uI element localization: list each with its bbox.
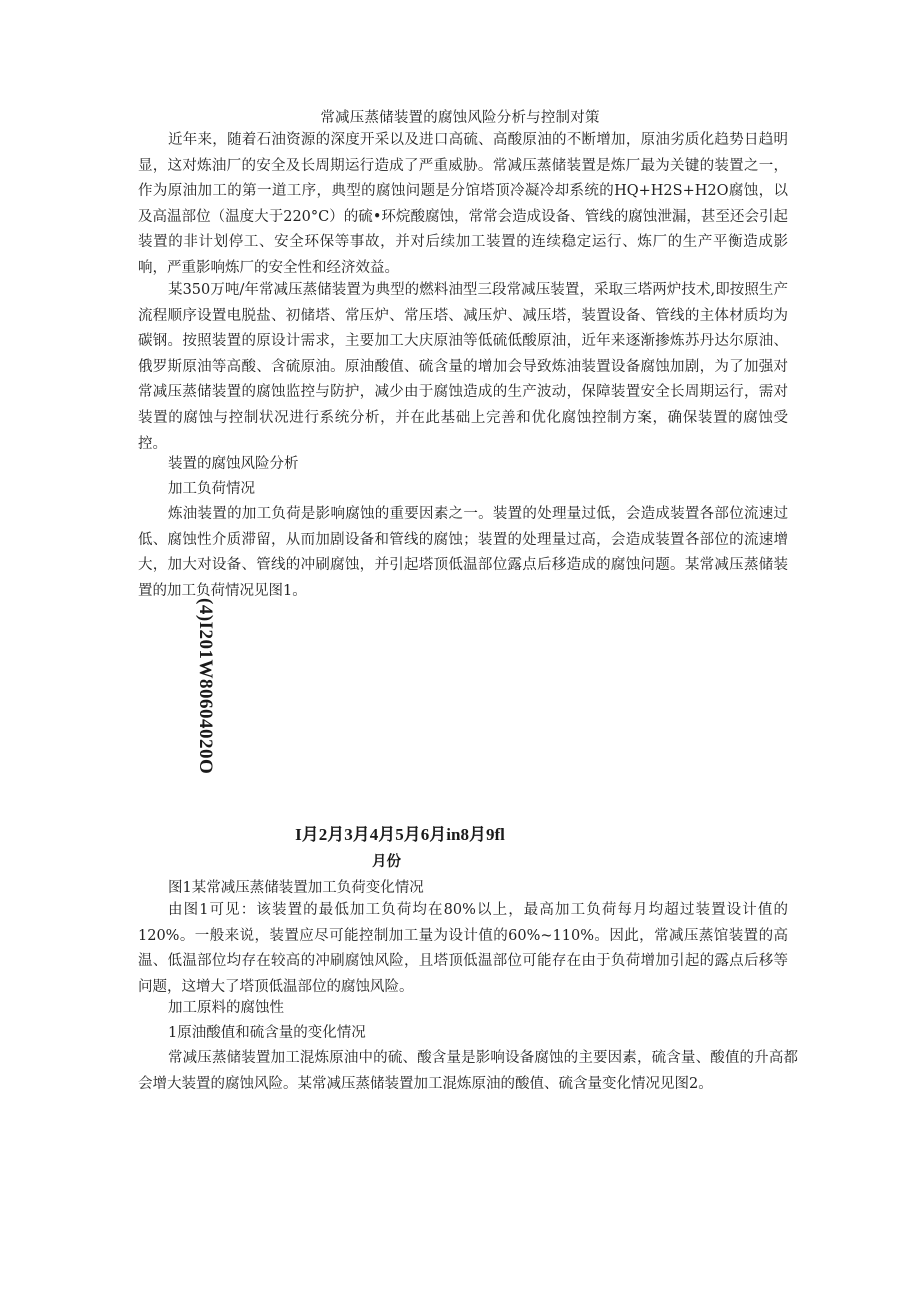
paragraph-load-analysis: 由图1可见：该装置的最低加工负荷均在80%以上，最高加工负荷每月均超过装置设计值的120%。一般来说，装置应尽可能控制加工量为设计值的60%~110%。因此，常减压蒸馆装置的高温、低温部位均存在较高的冲刷腐蚀风险，且塔顶低温部位可能存在由于负荷增加引起的露点后移等问题，这增大了塔顶低温部位的腐蚀风险。 bbox=[138, 902, 788, 995]
figure-1-unit-label: 月份 bbox=[372, 853, 401, 870]
subsection-heading-load: 加工负荷情况 bbox=[168, 481, 255, 497]
figure-1-x-axis-text: I月2月3月4月5月6月in8月9fl bbox=[295, 825, 505, 844]
paragraph-intro: 近年来，随着石油资源的深度开采以及进口高硫、高酸原油的不断增加，原油劣质化趋势日趋明显，这对炼油厂的安全及长周期运行造成了严重威胁。常减压蒸储装置是炼厂最为关键的装置之一，作为原油加工的第一道工序，典型的腐蚀问题是分馆塔顶冷凝冷却系统的HQ+H2S+H2O腐蚀，以及高温部位（温度大于220°C）的硫•环烷酸腐蚀，常常会造成设备、管线的腐蚀泄漏，甚至还会引起装置的非计划停工、安全环保等事故，并对后续加工装置的连续稳定运行、炼厂的生产平衡造成影响，严重影响炼厂的安全性和经济效益。 bbox=[138, 132, 788, 276]
document-title: 常减压蒸储装置的腐蚀风险分析与控制对策 bbox=[320, 110, 600, 126]
figure-1-y-axis-text: (4)I201W80604020O bbox=[195, 598, 216, 775]
paragraph-unit-description: 某350万吨/年常减压蒸储装置为典型的燃料油型三段常减压装置，采取三塔两炉技术,即按照生产流程顺序设置电脱盐、初储塔、常压炉、常压塔、减压炉、减压塔，装置设备、管线的主体材质均为碳钢。按照装置的原设计需求，主要加工大庆原油等低硫低酸原油，近年来逐渐掺炼苏丹达尔原油、俄罗斯原油等高酸、含硫原油。原油酸值、硫含量的增加会导致炼油装置设备腐蚀加剧，为了加强对常减压蒸储装置的腐蚀监控与防护，减少由于腐蚀造成的生产波动，保障装置安全长周期运行，需对装置的腐蚀与控制状况进行系统分析，并在此基础上完善和优化腐蚀控制方案，确保装置的腐蚀受控。 bbox=[138, 282, 788, 452]
section-heading-risk-analysis: 装置的腐蚀风险分析 bbox=[168, 456, 299, 472]
subsection-heading-feedstock: 加工原料的腐蚀性 bbox=[168, 1000, 284, 1016]
figure-1-caption: 图1某常减压蒸储装置加工负荷变化情况 bbox=[168, 880, 424, 896]
paragraph-load: 炼油装置的加工负荷是影响腐蚀的重要因素之一。装置的处理量过低，会造成装置各部位流速过低、腐蚀性介质滞留，从而加剧设备和管线的腐蚀；装置的处理量过高，会造成装置各部位的流速增大，加大对设备、管线的冲刷腐蚀，并引起塔顶低温部位露点后移造成的腐蚀问题。某常减压蒸储装置的加工负荷情况见图1。 bbox=[138, 506, 788, 599]
subsection-heading-acid-sulfur: 1原油酸值和硫含量的变化情况 bbox=[168, 1025, 366, 1041]
paragraph-acid-sulfur: 常减压蒸储装置加工混炼原油中的硫、酸含量是影响设备腐蚀的主要因素，硫含量、酸值的升高都会增大装置的腐蚀风险。某常减压蒸储装置加工混炼原油的酸值、硫含量变化情况见图2。 bbox=[138, 1050, 798, 1092]
